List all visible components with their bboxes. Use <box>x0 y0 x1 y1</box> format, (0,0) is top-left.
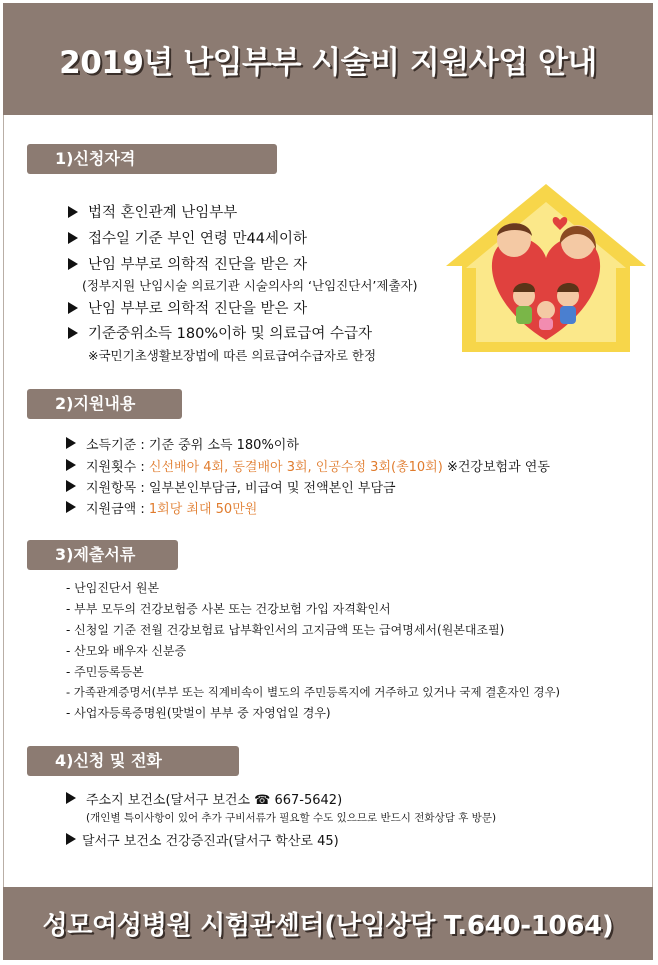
triangle-bullet-icon <box>68 327 78 339</box>
eligibility-item: 기준중위소득 180%이하 및 의료급여 수급자 <box>68 322 372 343</box>
triangle-bullet-icon <box>66 792 76 804</box>
triangle-bullet-icon <box>68 302 78 314</box>
apply-item: 주소지 보건소(달서구 보건소 ☎ 667-5642) <box>66 789 342 808</box>
support-row: 지원횟수 : 신선배아 4회, 동결배아 3회, 인공수정 3회(총10회) ※건강보험과 연동 <box>66 456 550 475</box>
triangle-bullet-icon <box>66 459 76 471</box>
page-title: 2019년 난임부부 시술비 지원사업 안내 <box>59 44 597 81</box>
support-row: 지원항목 : 일부본인부담금, 비급여 및 전액본인 부담금 <box>66 477 396 496</box>
eligibility-item: 난임 부부로 의학적 진단을 받은 자 <box>68 253 307 274</box>
family-house-illustration <box>440 180 652 358</box>
section-heading-eligibility: 1)신청자격 <box>27 144 277 174</box>
eligibility-note: ※국민기초생활보장법에 따른 의료급여수급자로 한정 <box>88 348 377 363</box>
footer-text: 성모여성병원 시험관센터(난임상담 T.640-1064) <box>42 911 614 941</box>
apply-item: 달서구 보건소 건강증진과(달서구 학산로 45) <box>66 830 339 849</box>
section-heading-documents: 3)제출서류 <box>27 540 178 570</box>
triangle-bullet-icon <box>66 480 76 492</box>
triangle-bullet-icon <box>66 437 76 449</box>
eligibility-note: (정부지원 난임시술 의료기관 시술의사의 ‘난임진단서’제출자) <box>82 278 418 293</box>
support-row: 소득기준 : 기준 중위 소득 180%이하 <box>66 434 299 453</box>
triangle-bullet-icon <box>68 206 78 218</box>
support-row: 지원금액 : 1회당 최대 50만원 <box>66 498 257 517</box>
eligibility-item: 난임 부부로 의학적 진단을 받은 자 <box>68 297 307 318</box>
document-item: - 산모와 배우자 신분증 <box>66 644 187 658</box>
triangle-bullet-icon <box>66 501 76 513</box>
section-heading-support: 2)지원내용 <box>27 389 182 419</box>
document-item: - 사업자등록증명원(맞벌이 부부 중 자영업일 경우) <box>66 706 331 720</box>
apply-note: (개인별 특이사항이 있어 추가 구비서류가 필요할 수도 있으므로 반드시 전화상담 후 방문) <box>86 812 497 824</box>
eligibility-item: 접수일 기준 부인 연령 만44세이하 <box>68 227 307 248</box>
document-item: - 부부 모두의 건강보험증 사본 또는 건강보험 가입 자격확인서 <box>66 602 391 616</box>
document-item: - 주민등록등본 <box>66 665 144 679</box>
section-heading-apply: 4)신청 및 전화 <box>27 746 239 776</box>
document-item: - 가족관계증명서(부부 또는 직계비속이 별도의 주민등록지에 거주하고 있거나 국제 결혼자인 경우) <box>66 685 561 699</box>
header-banner <box>3 3 653 115</box>
eligibility-item: 법적 혼인관계 난임부부 <box>68 201 237 222</box>
document-item: - 신청일 기준 전월 건강보험료 납부확인서의 고지금액 또는 급여명세서(원본대조필) <box>66 623 505 637</box>
triangle-bullet-icon <box>68 258 78 270</box>
triangle-bullet-icon <box>68 232 78 244</box>
baby-face <box>537 301 555 319</box>
triangle-bullet-icon <box>66 833 76 845</box>
document-item: - 난임진단서 원본 <box>66 581 160 595</box>
footer-banner <box>3 887 653 960</box>
